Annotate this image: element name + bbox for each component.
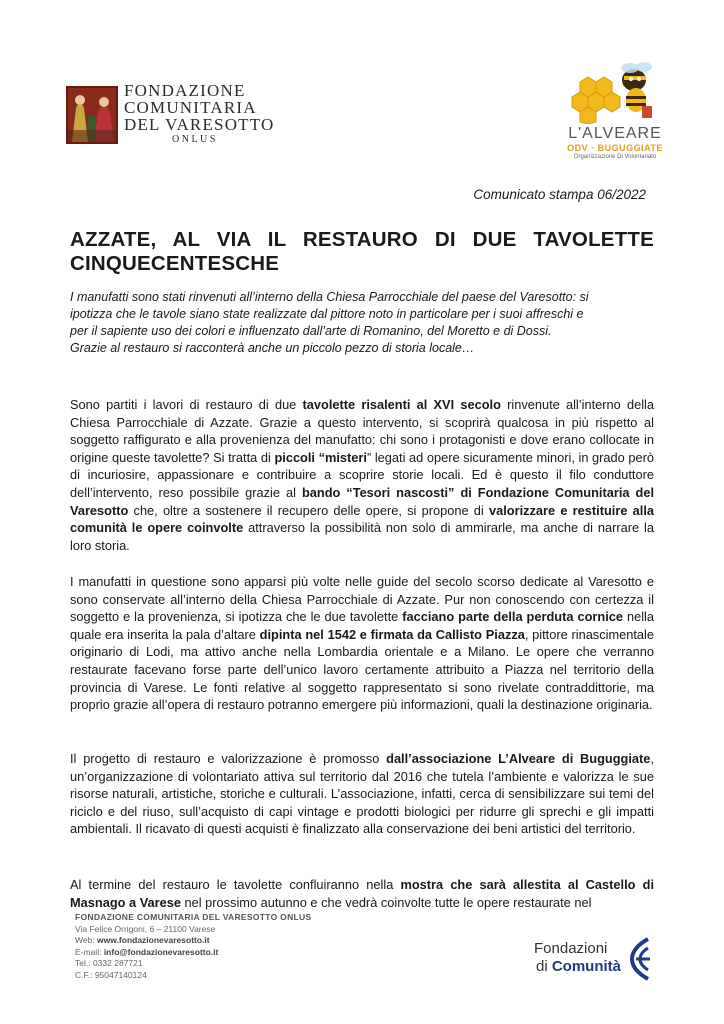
footer-tel: Tel.: 0332 287721 xyxy=(75,958,143,969)
web-label: Web: xyxy=(75,935,98,946)
title-line-1: AZZATE, AL VIA IL RESTAURO DI DUE TAVOLETTE xyxy=(70,228,654,251)
bold-text: bando “Tesori nascosti” di Fondazione Comunitaria del Varesotto xyxy=(70,484,654,518)
subtitle-line: Grazie al restauro si racconterà anche un piccolo pezzo di storia locale… xyxy=(70,341,475,355)
logo-line-2: COMUNITARIA xyxy=(124,98,257,117)
paragraph-2 xyxy=(70,573,654,714)
paragraph-4 xyxy=(70,876,654,911)
footer-org: FONDAZIONE COMUNITARIA DEL VARESOTTO ONLUS xyxy=(75,912,312,922)
bold-text: piccoli “misteri xyxy=(274,449,367,465)
alveare-sub: ODV · BUGUGGIATE xyxy=(567,143,663,153)
text: , pittore rinascimentale originario di Lodi, ma attivo anche nella Lombardia orientale e a Milano. Le opere che verranno restaurate facevano forse parte dell’unico lavoro certamente attribuito a Piazza nel territorio della provincia di Varese. Le fonti relative al soggetto rappresentato si sono rivelate contraddittorie, ma proprio grazie all’opera di restauro potranno emergere più informazioni, quali la destinazione originaria. xyxy=(70,626,654,713)
fondazione-logo xyxy=(66,82,286,152)
painting-icon xyxy=(66,86,118,144)
footer-contacts xyxy=(75,912,335,982)
bold-text: tavolette risalenti al XVI secolo xyxy=(302,397,501,412)
text: ” legati ad opere sicuramente minori, in grado però di incuriosire, appassionare e contribuire a scoprire storie locali. Ed è questo il filo conduttore dell’intervento, reso possibile grazie al xyxy=(70,449,654,500)
title-line-2: CINQUECENTESCHE xyxy=(70,252,280,275)
text: I manufatti in questione sono apparsi più volte nelle guide del secolo scorso dedicate al Varesotto e sono conservate all’interno della Chiesa Parrocchiale di Azzate. Pur non conoscendo con certezza il soggetto e la provenienza, si ipotizza che le due tavolette xyxy=(70,574,654,625)
bold-text: valorizzare e restituire alla comunità le opere coinvolte xyxy=(70,502,655,536)
text: Il progetto di restauro e valorizzazione è promosso xyxy=(70,751,387,766)
alveare-logo xyxy=(560,62,670,162)
text: rinvenute all’interno della Chiesa Parrocchiale di Azzate. Grazie a questo intervento, si scoprirà qualcosa in più rispetto al soggetto raffigurato e alla provenienza del manufatto: chi sono i protagonisti e dove erano collocate in origine queste tavolette? Si tratta di xyxy=(70,397,654,465)
footer-address: Via Felice Orrigoni, 6 – 21100 Varese xyxy=(75,923,216,934)
subtitle-line: per il sapiente uso dei colori e influenzato dall’arte di Romanino, del Moretto e di Dossi. xyxy=(70,324,552,338)
logo-line-3: DEL VARESOTTO xyxy=(124,115,275,134)
subtitle xyxy=(70,289,654,357)
paragraph-3 xyxy=(70,750,654,838)
fdc-mark-icon xyxy=(628,936,654,982)
logo-line-4: ONLUS xyxy=(172,134,218,145)
fdc-line-1: Fondazioni xyxy=(534,940,608,957)
alveare-name: L'ALVEARE xyxy=(568,125,662,142)
fdc-di: di xyxy=(536,958,552,975)
page-title xyxy=(70,228,654,276)
text: nel prossimo autunno e che vedrà coinvolte tutte le opere restaurate nel xyxy=(180,894,592,910)
text: , un’organizzazione di volontariato attiva sul territorio dal 2016 che tutela l’ambiente e valorizza le sue risorse naturali, artistiche, storiche e culturali. L’associazione, infatti, cerca di sensibilizzare sui temi del riciclo e del riuso, sull’acquisto di capi vintage e prodotti biologici per ridurre gli sprechi e gli impatti ambientali. Il ricavato di questi acquisti è finalizzato alla conservazione dei beni artistici del territorio. xyxy=(70,751,654,837)
logo-line-1: FONDAZIONE xyxy=(124,81,246,100)
bold-text: mostra che sarà allestita al Castello di Masnago a Varese xyxy=(70,877,655,910)
text: Al termine del restauro le tavolette confluiranno nella xyxy=(70,877,401,892)
press-release-number: Comunicato stampa 06/2022 xyxy=(473,187,646,202)
subtitle-line: I manufatti sono stati rinvenuti all’interno della Chiesa Parrocchiale del paese del Varesotto: si xyxy=(70,290,589,304)
web-link[interactable]: www.fondazionevaresotto.it xyxy=(97,935,210,946)
beehive-icon xyxy=(568,62,662,124)
bold-text: dipinta nel 1542 e firmata da Callisto Piazza xyxy=(259,626,525,642)
text: nella quale era inserita la pala d’altare xyxy=(70,609,655,642)
fdc-comunita: Comunità xyxy=(551,958,622,975)
paragraph-1 xyxy=(70,396,654,554)
text: che, oltre a sostenere il recupero delle opere, si propone di xyxy=(128,502,489,518)
footer-cf: C.F.: 95047140124 xyxy=(75,969,147,980)
alveare-tag: Organizzazione Di Volontariato xyxy=(573,154,657,160)
text: Sono partiti i lavori di restauro di due xyxy=(70,397,303,412)
email-link[interactable]: info@fondazionevaresotto.it xyxy=(103,946,219,957)
fondazioni-di-comunita-logo xyxy=(534,936,654,984)
bold-text: dall’associazione L’Alveare di Buguggiate xyxy=(386,751,651,766)
email-label: E-mail: xyxy=(75,946,104,957)
subtitle-line: ipotizza che le tavole siano state realizzate dal pittore noto in particolare per i suoi affreschi e xyxy=(70,307,584,321)
text: attraverso la possibilità non solo di ammirarle, ma anche di narrare la loro storia. xyxy=(70,520,654,553)
bold-text: facciano parte della perduta cornice xyxy=(402,609,623,625)
